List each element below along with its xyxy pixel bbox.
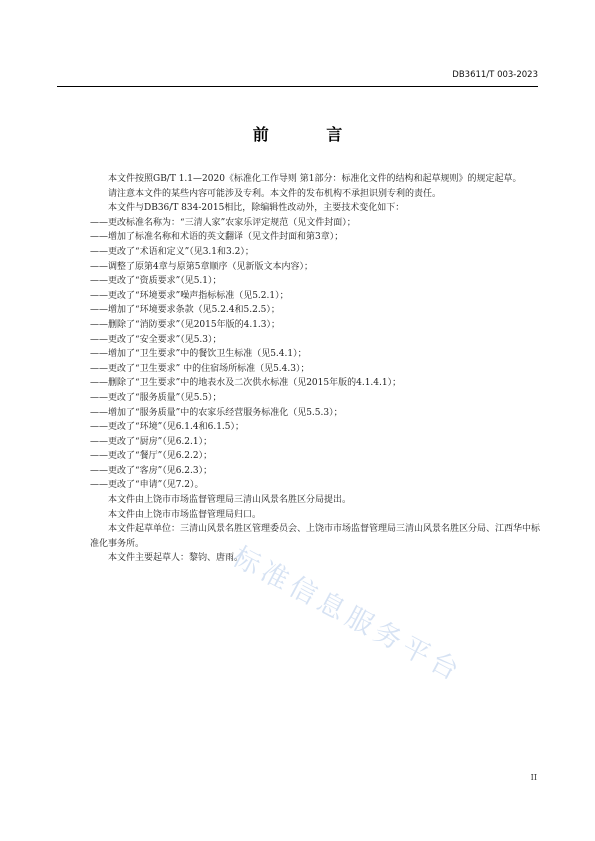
change-list-item: ——删除了“消防要求”（见2015年版的4.1.3）；	[90, 319, 281, 330]
watermark: 标准信息服务平台	[227, 541, 468, 689]
header-divider	[57, 86, 538, 87]
change-list-item: ——更改了“客房”（见6.2.3）；	[90, 465, 213, 476]
change-list-item: ——更改了“厨房”（见6.2.1）；	[90, 436, 213, 447]
change-list-item: ——删除了“卫生要求”中的地表水及二次供水标准（见2015年版的4.1.4.1）；	[90, 378, 402, 389]
change-list-item: ——更改了“资质要求”（见5.1）；	[90, 276, 222, 287]
change-list-item: ——更改了“安全要求”（见5.3）；	[90, 334, 222, 345]
paragraph: 本文件由上饶市市场监督管理局三清山风景名胜区分局提出。	[108, 495, 352, 506]
page-number: II	[530, 773, 537, 782]
change-list-item: ——更改了“餐厅”（见6.2.2）；	[90, 451, 213, 462]
paragraph: 本文件主要起草人：黎钧、唐雨。	[108, 553, 244, 564]
change-list-item: ——增加了标准名称和术语的英文翻译（见文件封面和第3章）；	[90, 232, 344, 243]
change-list-item: ——增加了“环境要求条款（见5.2.4和5.2.5）；	[90, 305, 280, 316]
change-list-item: ——更改了“环境”（见6.1.4和6.1.5）；	[90, 422, 245, 433]
change-list-item: ——更改了“卫生要求” 中的住宿场所标准（见5.4.3）；	[90, 363, 310, 374]
foreword-body	[90, 172, 540, 566]
paragraph: 本文件起草单位：三清山风景名胜区管理委员会、上饶市市场监督管理局三清山风景名胜区分局、江西华中标准化事务所。	[90, 524, 541, 549]
paragraph: 请注意本文件的某些内容可能涉及专利。本文件的发布机构不承担识别专利的责任。	[108, 188, 442, 199]
paragraph: 本文件与DB36/T 834-2015相比，除编辑性改动外，主要技术变化如下：	[108, 203, 405, 214]
change-list-item: ——增加了“服务质量”中的农家乐经营服务标准化（见5.5.3）；	[90, 407, 343, 418]
change-list-item: ——更改了“服务质量”（见5.5）；	[90, 392, 222, 403]
change-list-item: ——增加了“卫生要求”中的餐饮卫生标准（见5.4.1）；	[90, 349, 307, 360]
paragraph: 本文件按照GB/T 1.1—2020《标准化工作导则 第1部分：标准化文件的结构和起草规则》的规定起草。	[108, 174, 522, 184]
paragraph: 本文件由上饶市市场监督管理局归口。	[108, 509, 262, 520]
change-list-item: ——调整了原第4章与原第5章顺序（见新版文本内容）；	[90, 261, 313, 272]
change-list-item: ——更改了“术语和定义”（见3.1和3.2）；	[90, 246, 254, 257]
page-title: 前 言	[252, 125, 369, 144]
change-list-item: ——更改了“环境要求”噪声指标标准（见5.2.1）；	[90, 290, 289, 301]
document-code: DB3611/T 003-2023	[452, 70, 538, 80]
change-list-item: ——更改标准名称为：“三清人家”农家乐评定规范（见文件封面）；	[90, 217, 356, 228]
change-list-item: ——更改了“申请”（见7.2）。	[90, 480, 204, 491]
